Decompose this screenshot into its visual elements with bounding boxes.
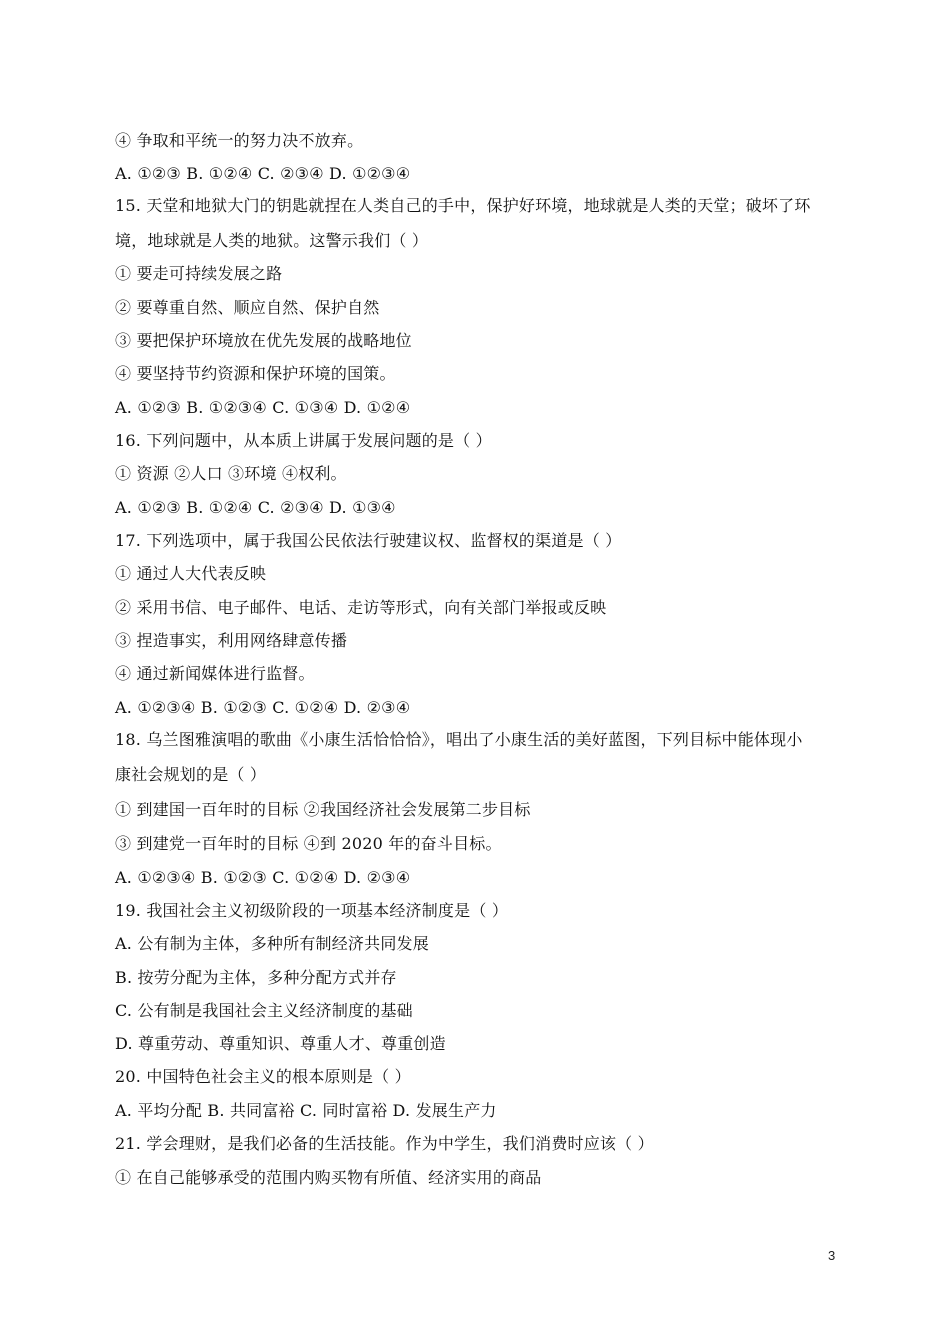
text-line: A. ①②③④ B. ①②③ C. ①②④ D. ②③④ (115, 698, 411, 717)
text-line: ④ 要坚持节约资源和保护环境的国策。 (115, 364, 396, 383)
text-line: 康社会规划的是（ ） (115, 765, 267, 784)
text-line: ① 资源 ②人口 ③环境 ④权利。 (115, 464, 347, 483)
text-line: 18. 乌兰图雅演唱的歌曲《小康生活恰恰恰》，唱出了小康生活的美好蓝图，下列目标中能体现小 (115, 730, 803, 749)
page-number: 3 (828, 1248, 836, 1263)
text-line: 17. 下列选项中，属于我国公民依法行驶建议权、监督权的渠道是（ ） (115, 531, 622, 550)
text-line: A. ①②③ B. ①②③④ C. ①③④ D. ①②④ (115, 398, 411, 417)
text-line: C. 公有制是我国社会主义经济制度的基础 (115, 1001, 413, 1020)
text-line: ② 采用书信、电子邮件、电话、走访等形式，向有关部门举报或反映 (115, 598, 607, 617)
text-line: 21. 学会理财，是我们必备的生活技能。作为中学生，我们消费时应该（ ） (115, 1134, 654, 1153)
text-line: ① 通过人大代表反映 (115, 564, 267, 583)
text-line: 16. 下列问题中，从本质上讲属于发展问题的是（ ） (115, 431, 492, 450)
text-line: 20. 中国特色社会主义的根本原则是（ ） (115, 1067, 411, 1086)
text-line: A. ①②③ B. ①②④ C. ②③④ D. ①②③④ (115, 164, 411, 183)
text-line: 15. 天堂和地狱大门的钥匙就捏在人类自己的手中，保护好环境，地球就是人类的天堂；破坏了环 (115, 196, 811, 215)
text-line: B. 按劳分配为主体，多种分配方式并存 (115, 968, 397, 987)
text-line: 境，地球就是人类的地狱。这警示我们（ ） (115, 231, 429, 250)
text-line: ④ 争取和平统一的努力决不放弃。 (115, 131, 364, 150)
text-line: ④ 通过新闻媒体进行监督。 (115, 664, 315, 683)
text-line: 19. 我国社会主义初级阶段的一项基本经济制度是（ ） (115, 901, 509, 920)
text-line: A. ①②③ B. ①②④ C. ②③④ D. ①③④ (115, 498, 396, 517)
text-line: ③ 捏造事实，利用网络肆意传播 (115, 631, 348, 650)
text-line: ② 要尊重自然、顺应自然、保护自然 (115, 298, 380, 317)
text-line: D. 尊重劳动、尊重知识、尊重人才、尊重创造 (115, 1034, 446, 1053)
text-line: A. ①②③④ B. ①②③ C. ①②④ D. ②③④ (115, 868, 411, 887)
text-line: ① 在自己能够承受的范围内购买物有所值、经济实用的商品 (115, 1168, 542, 1187)
text-line: A. 平均分配 B. 共同富裕 C. 同时富裕 D. 发展生产力 (115, 1101, 497, 1120)
text-line: ③ 要把保护环境放在优先发展的战略地位 (115, 331, 412, 350)
text-line: ③ 到建党一百年时的目标 ④到 2020 年的奋斗目标。 (115, 834, 502, 853)
text-line: A. 公有制为主体，多种所有制经济共同发展 (115, 934, 429, 953)
text-line: ① 要走可持续发展之路 (115, 264, 283, 283)
text-line: ① 到建国一百年时的目标 ②我国经济社会发展第二步目标 (115, 800, 531, 819)
